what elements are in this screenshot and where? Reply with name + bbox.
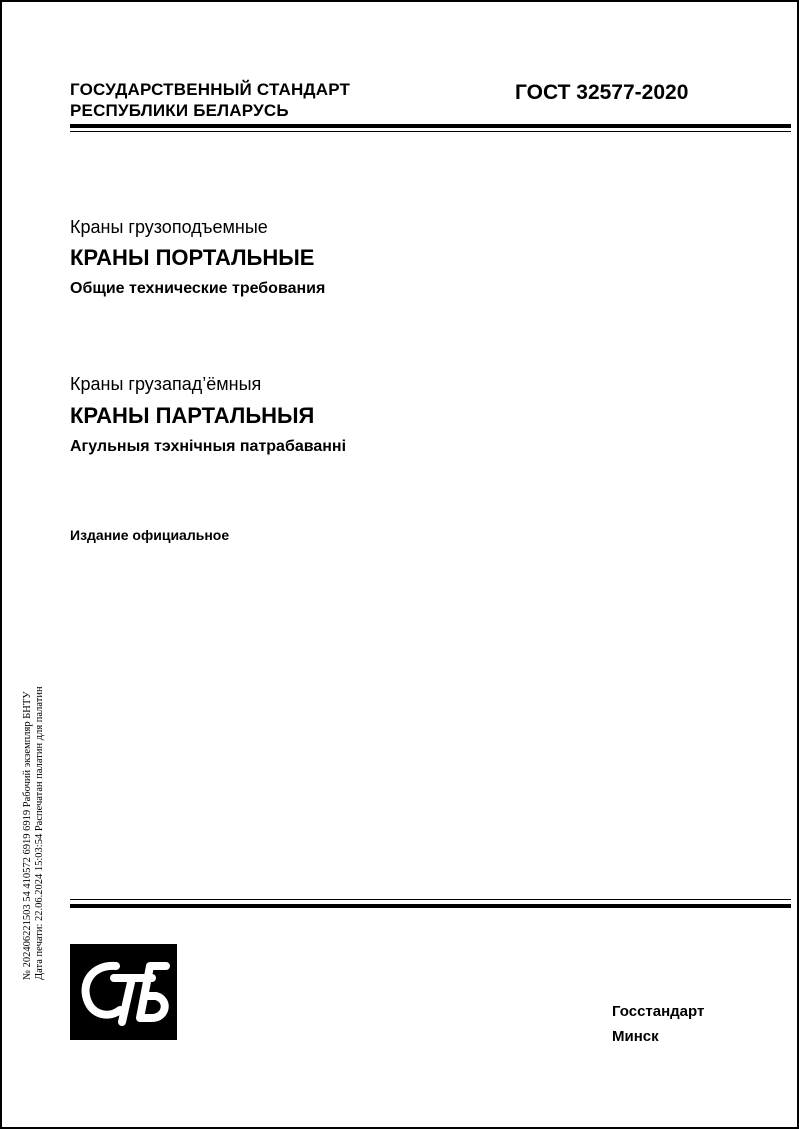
title-ru-sub: Общие технические требования [70, 280, 326, 297]
publisher-name: Госстандарт [612, 1003, 705, 1020]
title-be-group: Краны грузапад’ёмныя [70, 374, 262, 394]
header-org-line2: РЕСПУБЛИКИ БЕЛАРУСЬ [70, 101, 289, 120]
title-be-main: КРАНЫ ПАРТАЛЬНЫЯ [70, 403, 315, 428]
title-be-sub: Агульныя тэхнічныя патрабаванні [70, 438, 347, 455]
footer-rule-thick [70, 904, 791, 908]
footer-rule-thin [70, 899, 791, 900]
side-stamp-line1: № 202406221503 54 410572 6919 6919 Рабочий экземпляр БНТУ [22, 691, 33, 980]
header-org-line1: ГОСУДАРСТВЕННЫЙ СТАНДАРТ [70, 80, 351, 99]
header-rule-thick [70, 124, 791, 128]
edition-label: Издание официальное [70, 527, 230, 543]
side-stamp [22, 686, 46, 980]
publisher-city: Минск [612, 1028, 659, 1045]
side-stamp-line2: Дата печати: 22.06.2024 15:03:54 Распечатан палатин для палатин [34, 686, 45, 980]
stb-logo-icon [70, 944, 177, 1040]
title-ru-main: КРАНЫ ПОРТАЛЬНЫЕ [70, 245, 315, 270]
header-rule-thin [70, 131, 791, 132]
stb-logo [70, 944, 177, 1040]
title-ru-group: Краны грузоподъемные [70, 217, 268, 237]
standard-designation: ГОСТ 32577-2020 [515, 81, 689, 104]
